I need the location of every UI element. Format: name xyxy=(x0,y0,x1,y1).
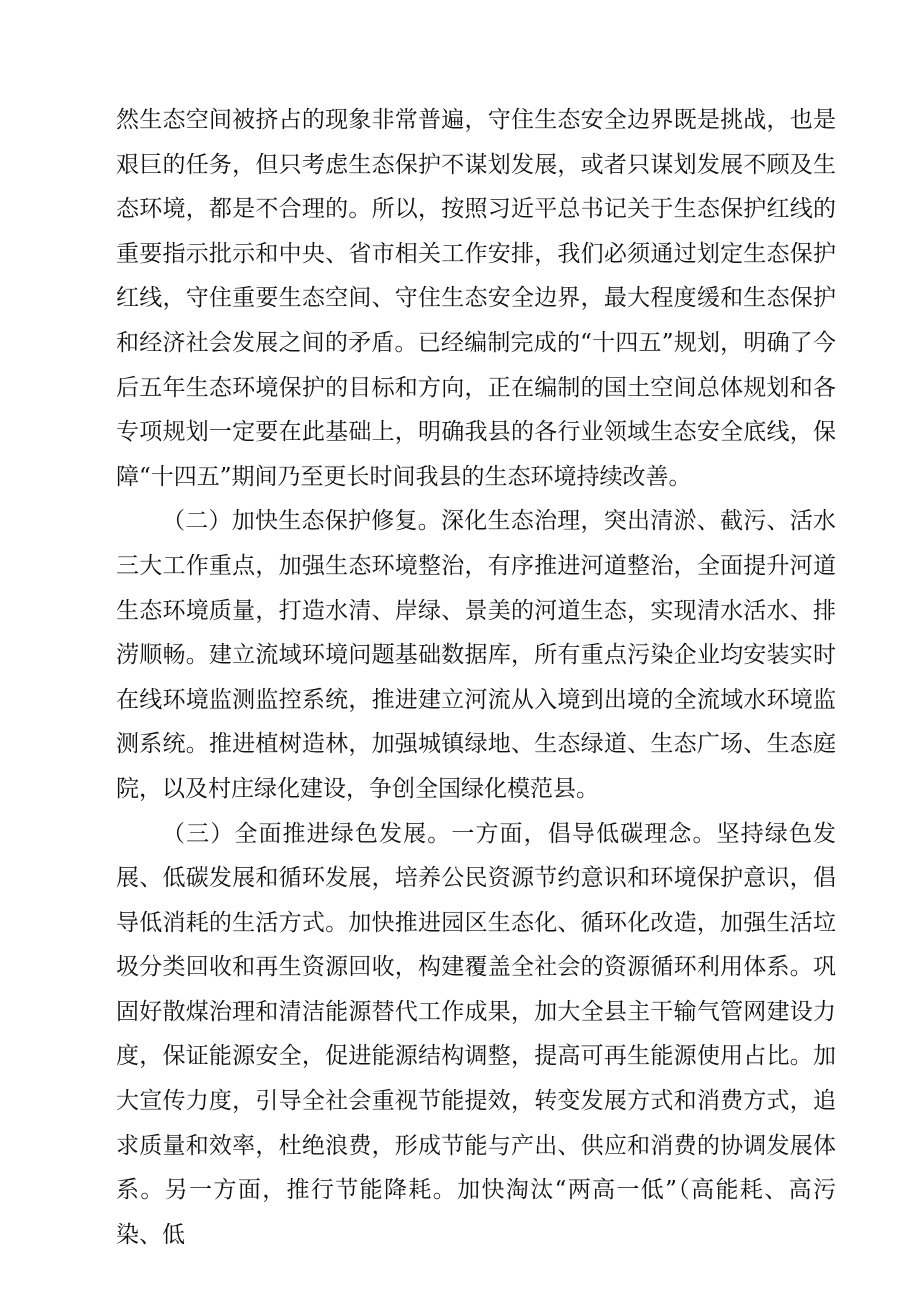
document-body xyxy=(116,98,836,1257)
paragraph-section-2: （二）加快生态保护修复。深化生态治理，突出清淤、截污、活水三大工作重点，加强生态环境整治，有序推进河道整治，全面提升河道生态环境质量，打造水清、岸绿、景美的河道生态，实现清水活水、排涝顺畅。建立流域环境问题基础数据库，所有重点污染企业均安装实时在线环境监测监控系统，推进建立河流从入境到出境的全流域水环境监测系统。推进植树造林，加强城镇绿地、生态绿道、生态广场、生态庭院，以及村庄绿化建设，争创全国绿化模范县。 xyxy=(116,508,836,802)
paragraph-section-3: （三）全面推进绿色发展。一方面，倡导低碳理念。坚持绿色发展、低碳发展和循环发展，培养公民资源节约意识和环境保护意识，倡导低消耗的生活方式。加快推进园区生态化、循环化改造，加强生活垃圾分类回收和再生资源回收，构建覆盖全社会的资源循环利用体系。巩固好散煤治理和清洁能源替代工作成果，加大全县主干输气管网建设力度，保证能源安全，促进能源结构调整，提高可再生能源使用占比。加大宣传力度，引导全社会重视节能提效，转变发展方式和消费方式，追求质量和效率，杜绝浪费，形成节能与产出、供应和消费的协调发展体系。另一方面，推行节能降耗。加快淘汰“两高一低”（高能耗、高污染、低 xyxy=(116,820,836,1248)
paragraph-continued: 然生态空间被挤占的现象非常普遍，守住生态安全边界既是挑战，也是艰巨的任务，但只考虑生态保护不谋划发展，或者只谋划发展不顾及生态环境，都是不合理的。所以，按照习近平总书记关于生态保护红线的重要指示批示和中央、省市相关工作安排，我们必须通过划定生态保护红线，守住重要生态空间、守住生态安全边界，最大程度缓和生态保护和经济社会发展之间的矛盾。已经编制完成的“十四五”规划，明确了今后五年生态环境保护的目标和方向，正在编制的国土空间总体规划和各专项规划一定要在此基础上，明确我县的各行业领域生态安全底线，保障“十四五”期间乃至更长时间我县的生态环境持续改善。 xyxy=(116,107,836,490)
